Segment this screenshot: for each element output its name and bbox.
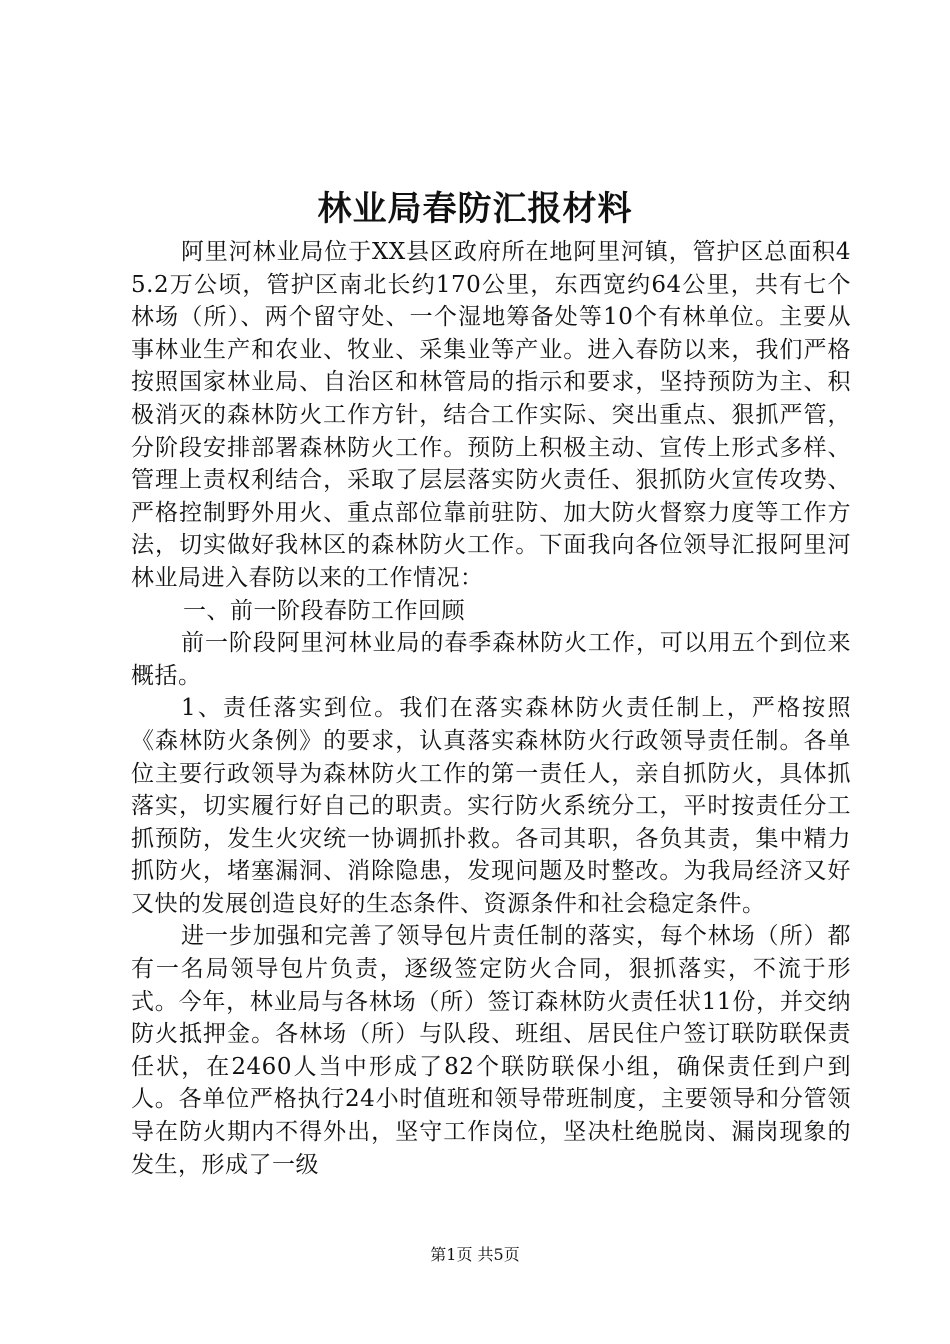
page-number-footer: 第1页 共5页 bbox=[430, 1245, 520, 1264]
paragraph-responsibility: 1、责任落实到位。我们在落实森林防火责任制上，严格按照《森林防火条例》的要求，认真落实森林防火行政领导责任制。各单位主要行政领导为森林防火工作的第一责任人，亲自抓防火，具体抓落实，切实履行好自己的职责。实行防火系统分工，平时按责任分工抓预防，发生火灾统一协调抓扑救。各司其职，各负其责，集中精力抓防火，堵塞漏洞、消除隐患，发现问题及时整改。为我局经济又好又快的发展创造良好的生态条件、资源条件和社会稳定条件。 bbox=[131, 695, 851, 917]
document-title: 林业局春防汇报材料 bbox=[317, 189, 633, 229]
paragraph-intro: 阿里河林业局位于XX县区政府所在地阿里河镇，管护区总面积45.2万公顷，管护区南北长约170公里，东西宽约64公里，共有七个林场（所）、两个留守处、一个湿地筹备处等10个有林单位。主要从事林业生产和农业、牧业、采集业等产业。进入春防以来，我们严格按照国家林业局、自治区和林管局的指示和要求，坚持预防为主、积极消灭的森林防火工作方针，结合工作实际、突出重点、狠抓严管，分阶段安排部署森林防火工作。预防上积极主动、宣传上形式多样、管理上责权利结合，采取了层层落实防火责任、狠抓防火宣传攻势、严格控制野外用火、重点部位靠前驻防、加大防火督察力度等工作方法，切实做好我林区的森林防火工作。下面我向各位领导汇报阿里河林业局进入春防以来的工作情况： bbox=[131, 239, 851, 591]
document-body bbox=[131, 236, 851, 1181]
paragraph-leadership: 进一步加强和完善了领导包片责任制的落实，每个林场（所）都有一名局领导包片负责，逐级签定防火合同，狠抓落实，不流于形式。今年，林业局与各林场（所）签订森林防火责任状11份，并交纳防火抵押金。各林场（所）与队段、班组、居民住户签订联防联保责任状，在2460人当中形成了82个联防联保小组，确保责任到户到人。各单位严格执行24小时值班和领导带班制度，主要领导和分管领导在防火期内不得外出，坚守工作岗位，坚决杜绝脱岗、漏岗现象的发生，形成了一级 bbox=[131, 923, 851, 1178]
section-heading: 一、前一阶段春防工作回顾 bbox=[183, 597, 465, 624]
paragraph-summary: 前一阶段阿里河林业局的春季森林防火工作，可以用五个到位来概括。 bbox=[131, 630, 851, 689]
